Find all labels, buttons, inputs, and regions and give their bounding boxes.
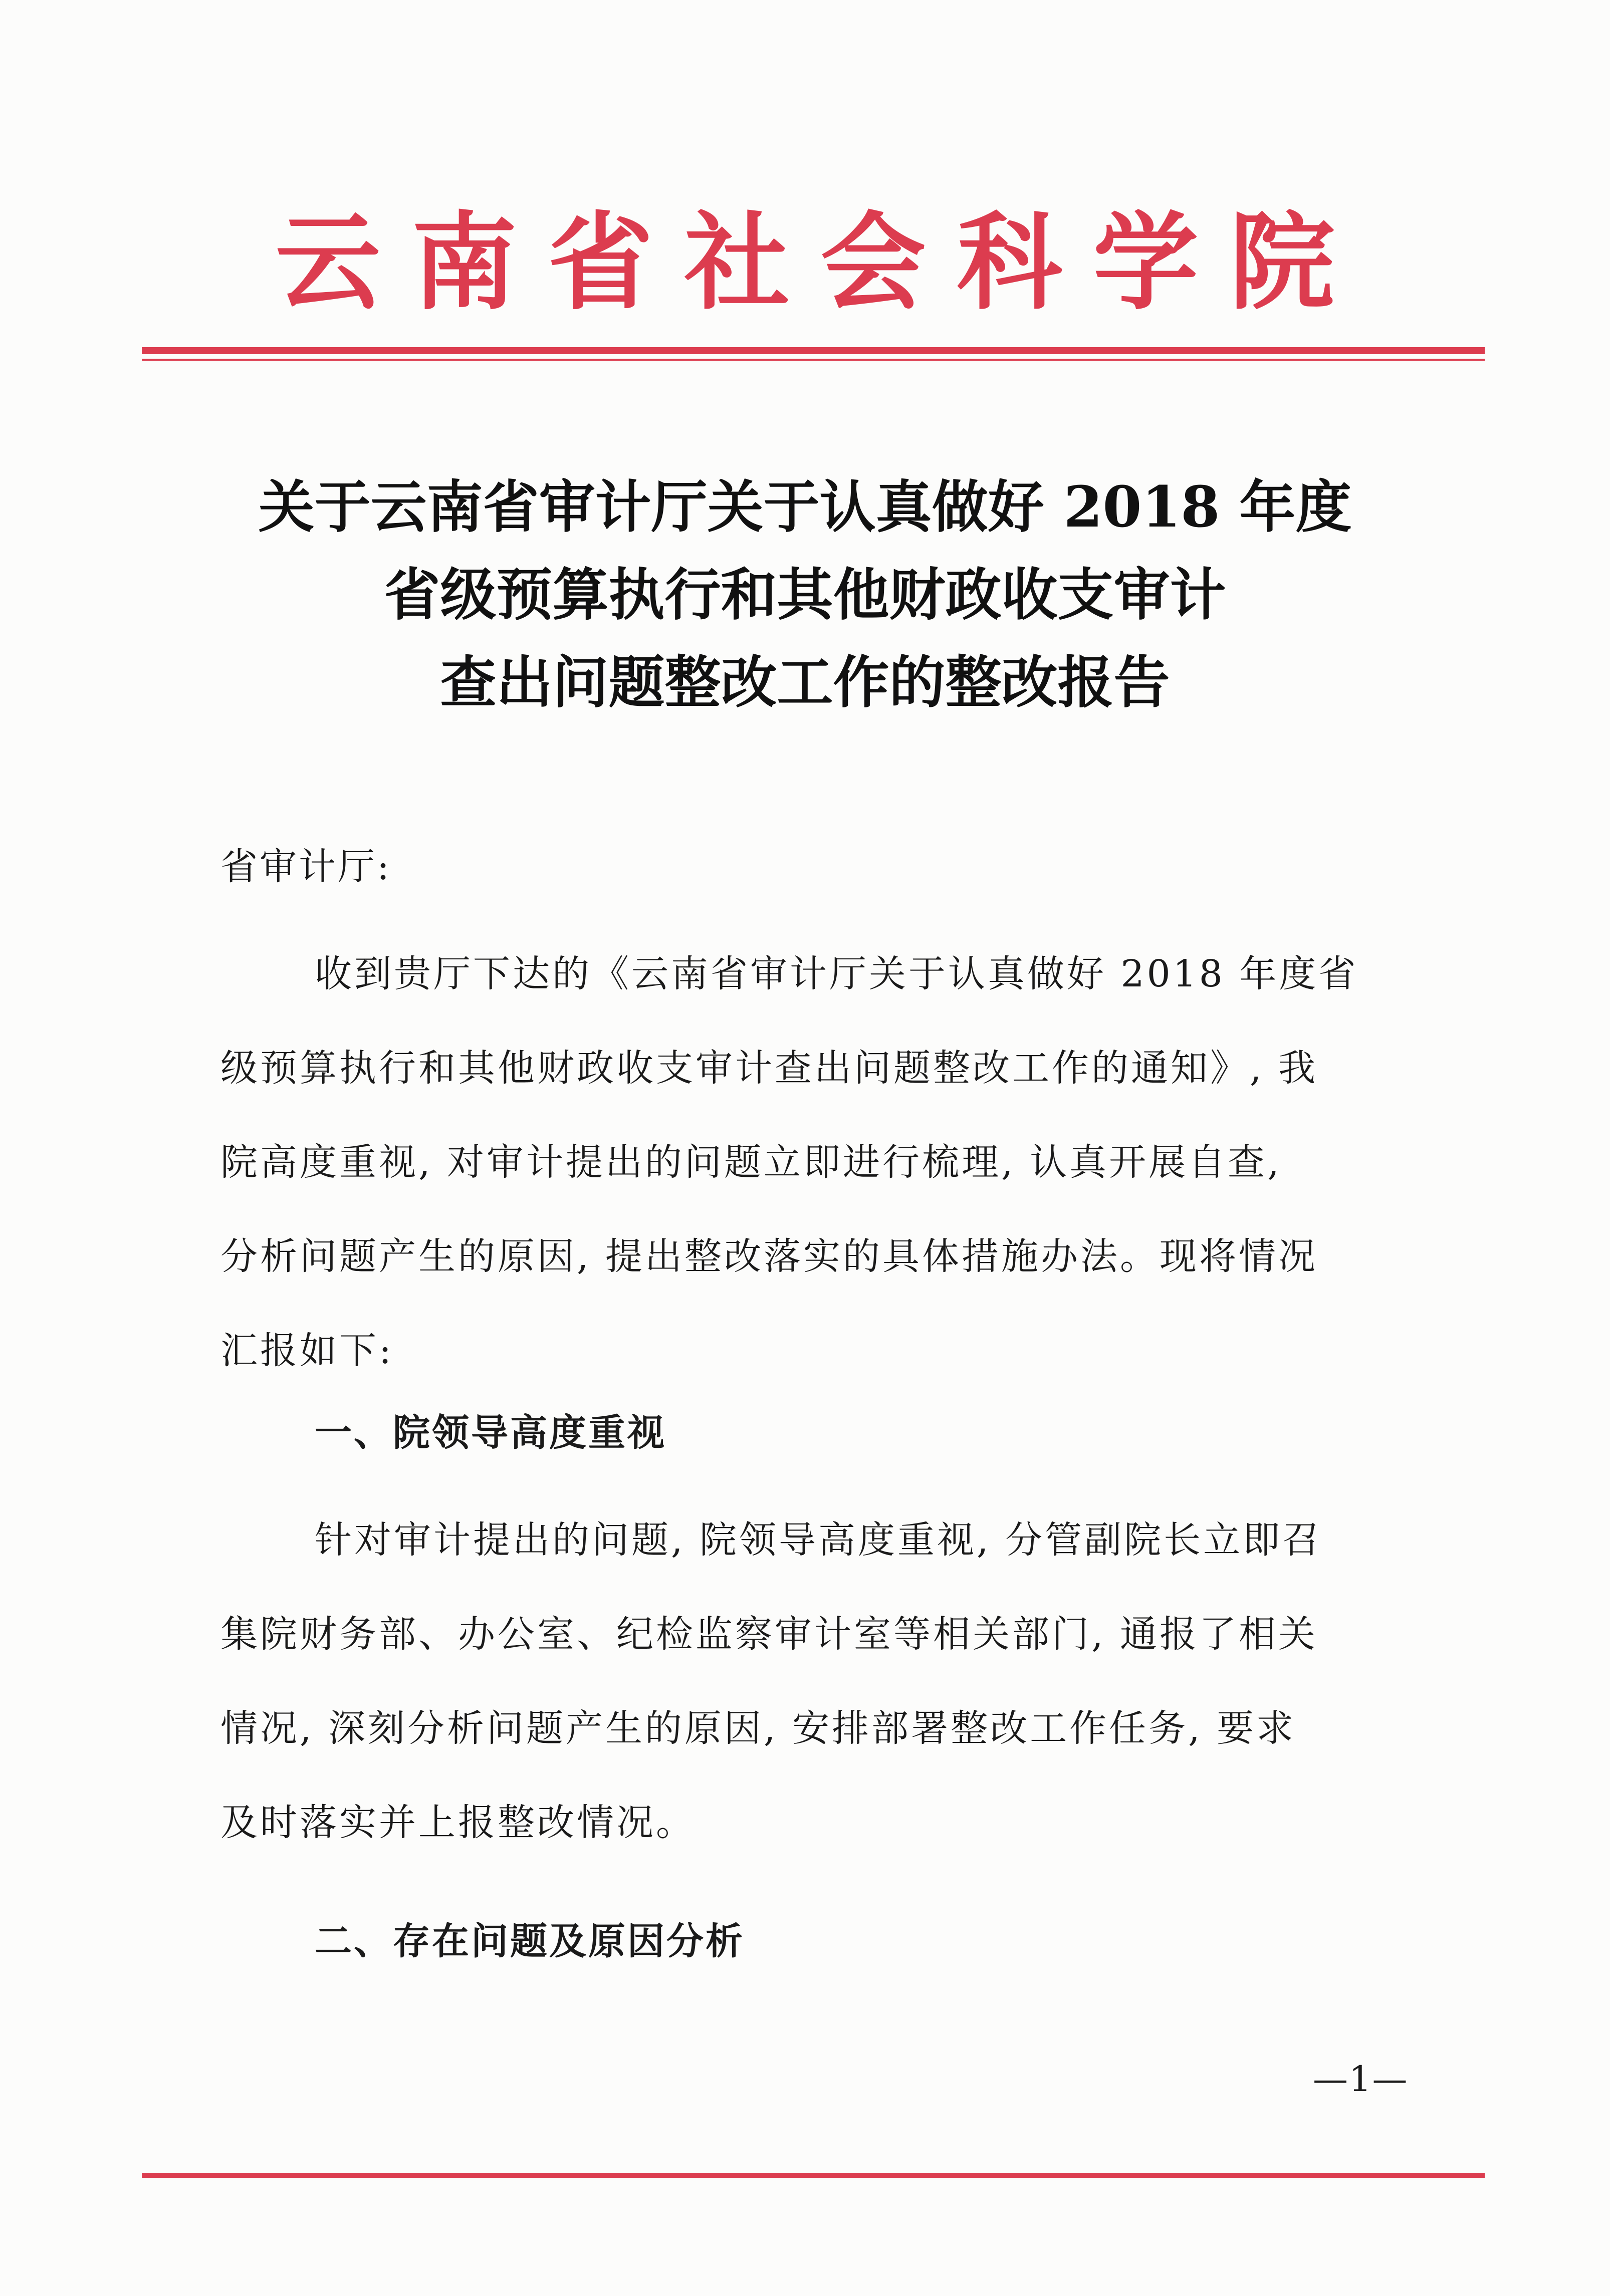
paragraph-line: 及时落实并上报整改情况。	[220, 1801, 696, 1844]
title-line: 关于云南省审计厅关于认真做好 2018 年度	[258, 474, 1352, 540]
paragraph-line: 针对审计提出的问题, 院领导高度重视, 分管副院长立即召	[315, 1518, 1322, 1562]
paragraph-line: 分析问题产生的原因, 提出整改落实的具体措施办法。现将情况	[220, 1235, 1318, 1278]
letterhead-red-rule-thin	[142, 359, 1485, 361]
title-line: 查出问题整改工作的整改报告	[440, 650, 1170, 715]
document-title	[0, 463, 1610, 726]
salutation: 省审计厅:	[220, 845, 391, 888]
paragraph-line: 收到贵厅下达的《云南省审计厅关于认真做好 2018 年度省	[315, 952, 1358, 995]
letterhead-org-name: 云南省社会科学院	[275, 201, 1366, 324]
section-heading-1: 一、院领导高度重视	[315, 1411, 666, 1454]
paragraph-line: 院高度重视, 对审计提出的问题立即进行梳理, 认真开展自查,	[220, 1141, 1282, 1184]
paragraph-line: 汇报如下:	[220, 1329, 394, 1372]
section-heading-2: 二、存在问题及原因分析	[315, 1920, 745, 1963]
footer-red-rule	[142, 2173, 1485, 2178]
title-line: 省级预算执行和其他财政收支审计	[384, 562, 1226, 628]
intro-paragraph	[220, 927, 1443, 1398]
page-number: —1—	[1313, 2059, 1409, 2100]
paragraph-line: 集院财务部、办公室、纪检监察审计室等相关部门, 通报了相关	[220, 1613, 1318, 1656]
paragraph-line: 级预算执行和其他财政收支审计查出问题整改工作的通知》, 我	[220, 1047, 1318, 1090]
paragraph-line: 情况, 深刻分析问题产生的原因, 安排部署整改工作任务, 要求	[220, 1707, 1296, 1750]
section1-paragraph	[220, 1493, 1443, 1870]
letterhead-red-rule	[142, 347, 1485, 354]
